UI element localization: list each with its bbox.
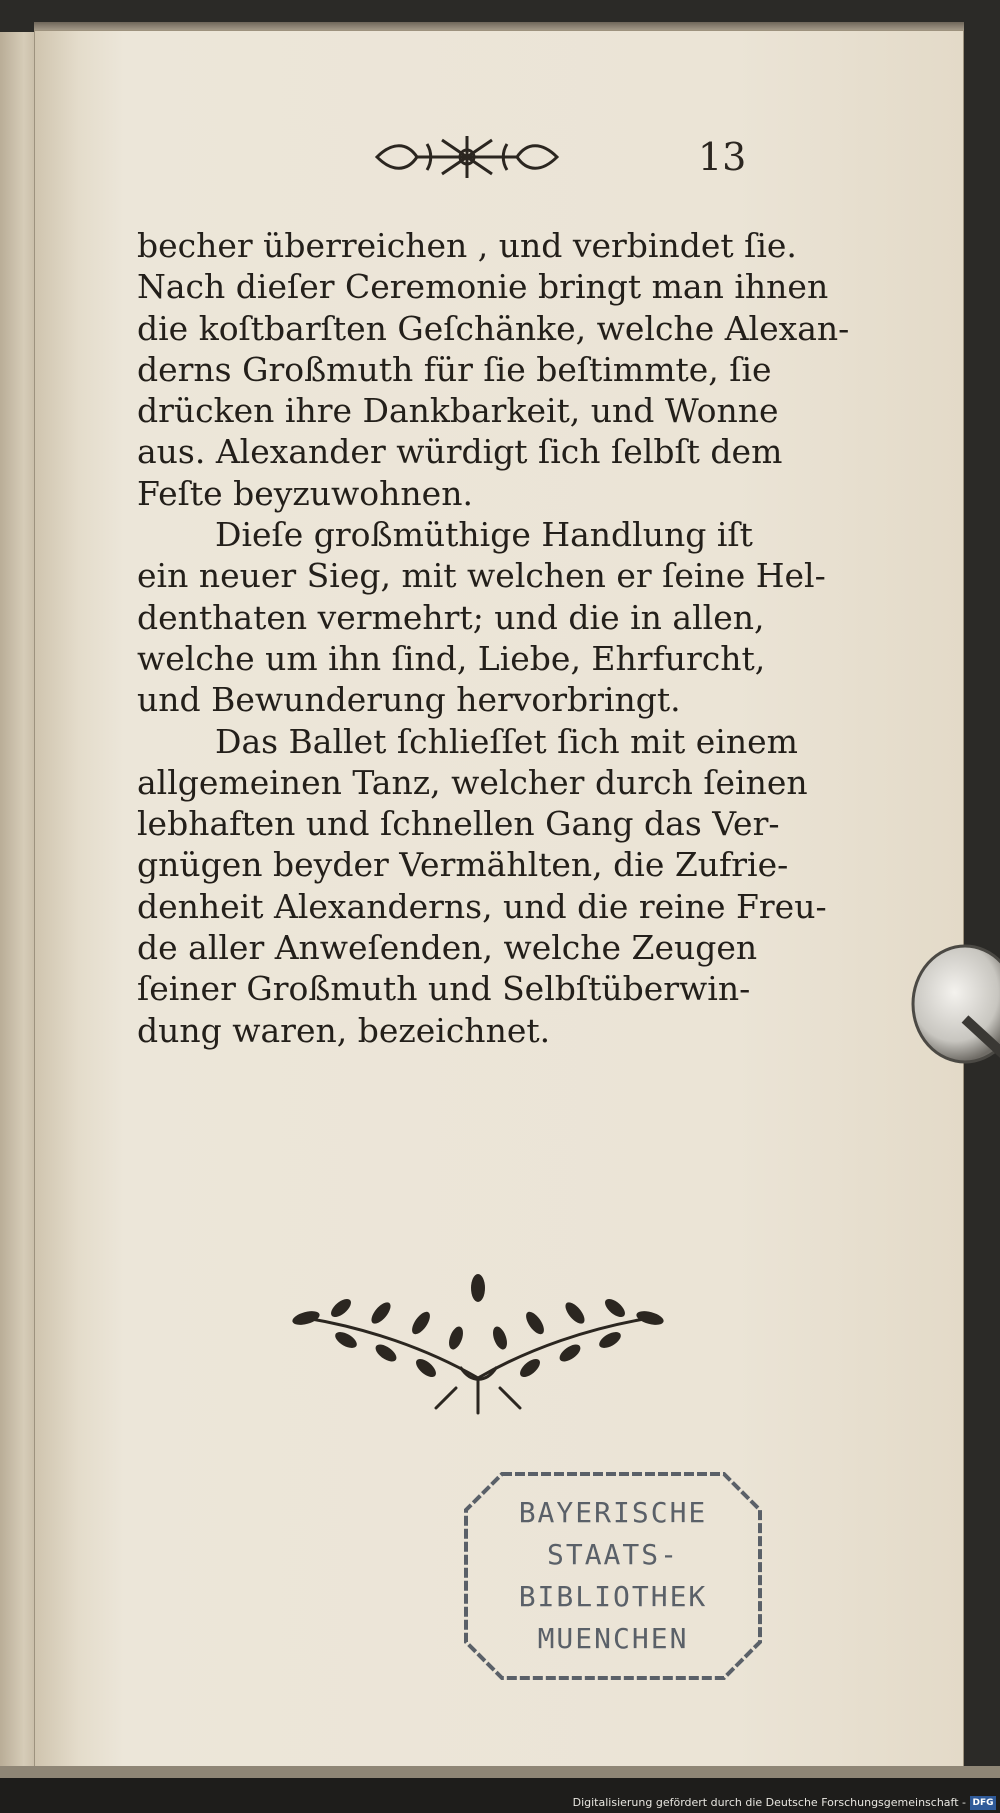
- text-line: Nach dieſer Ceremonie bringt man ihnen: [137, 267, 829, 307]
- paragraph-start-line: Das Ballet ſchlieſſet ſich mit einem: [215, 721, 798, 761]
- paragraph-start-line: Dieſe großmüthige Handlung iſt: [215, 515, 753, 555]
- text-line: Feſte beyzuwohnen.: [137, 473, 473, 513]
- text-line: dung waren, bezeichnet.: [137, 1010, 551, 1050]
- text-line: ſeiner Großmuth und Selbſtüberwin-: [137, 969, 751, 1009]
- text-line: gnügen beyder Vermählten, die Zufrie-: [137, 845, 789, 885]
- text-line: und Bewunderung hervorbringt.: [137, 680, 681, 720]
- text-line: derns Großmuth für ſie beſtimmte, ſie: [137, 349, 772, 389]
- stamp-line: BIBLIOTHEK: [518, 1580, 708, 1613]
- library-stamp: [462, 1470, 764, 1682]
- body-text: [137, 225, 850, 1051]
- header-ornament-icon: [372, 132, 562, 182]
- funding-credit: Digitalisierung gefördert durch die Deutsche Forschungsgemeinschaft -: [572, 1796, 966, 1809]
- text-line: denheit Alexanderns, und die reine Freu-: [137, 886, 827, 926]
- glass-weight-icon: [905, 944, 1000, 1074]
- text-line: becher überreichen , und verbindet ſie.: [137, 226, 797, 265]
- text-line: denthaten vermehrt; und die in allen,: [137, 597, 765, 637]
- text-line: aus. Alexander würdigt ſich ſelbſt dem: [137, 432, 783, 472]
- footer-bar: [0, 1778, 1000, 1813]
- stamp-line: MUENCHEN: [537, 1622, 689, 1655]
- page-number: 13: [698, 135, 747, 179]
- text-line: drücken ihre Dankbarkeit, und Wonne: [137, 391, 779, 431]
- text-line: allgemeinen Tanz, welcher durch ſeinen: [137, 762, 808, 802]
- text-line: lebhaften und ſchnellen Gang das Ver-: [137, 804, 780, 844]
- page-bottom-edge: [0, 1766, 1000, 1778]
- stamp-text: [462, 1492, 764, 1660]
- text-line: ein neuer Sieg, mit welchen er ſeine Hel-: [137, 556, 826, 596]
- dfg-logo: DFG: [970, 1796, 996, 1810]
- text-line: welche um ihn ſind, Liebe, Ehrfurcht,: [137, 638, 766, 678]
- text-line: de aller Anweſenden, welche Zeugen: [137, 928, 758, 968]
- text-line: die koſtbarſten Geſchänke, welche Alexan-: [137, 308, 850, 348]
- stamp-line: STAATS-: [546, 1538, 679, 1571]
- floral-tailpiece-icon: [286, 1268, 670, 1418]
- stamp-line: BAYERISCHE: [518, 1496, 708, 1529]
